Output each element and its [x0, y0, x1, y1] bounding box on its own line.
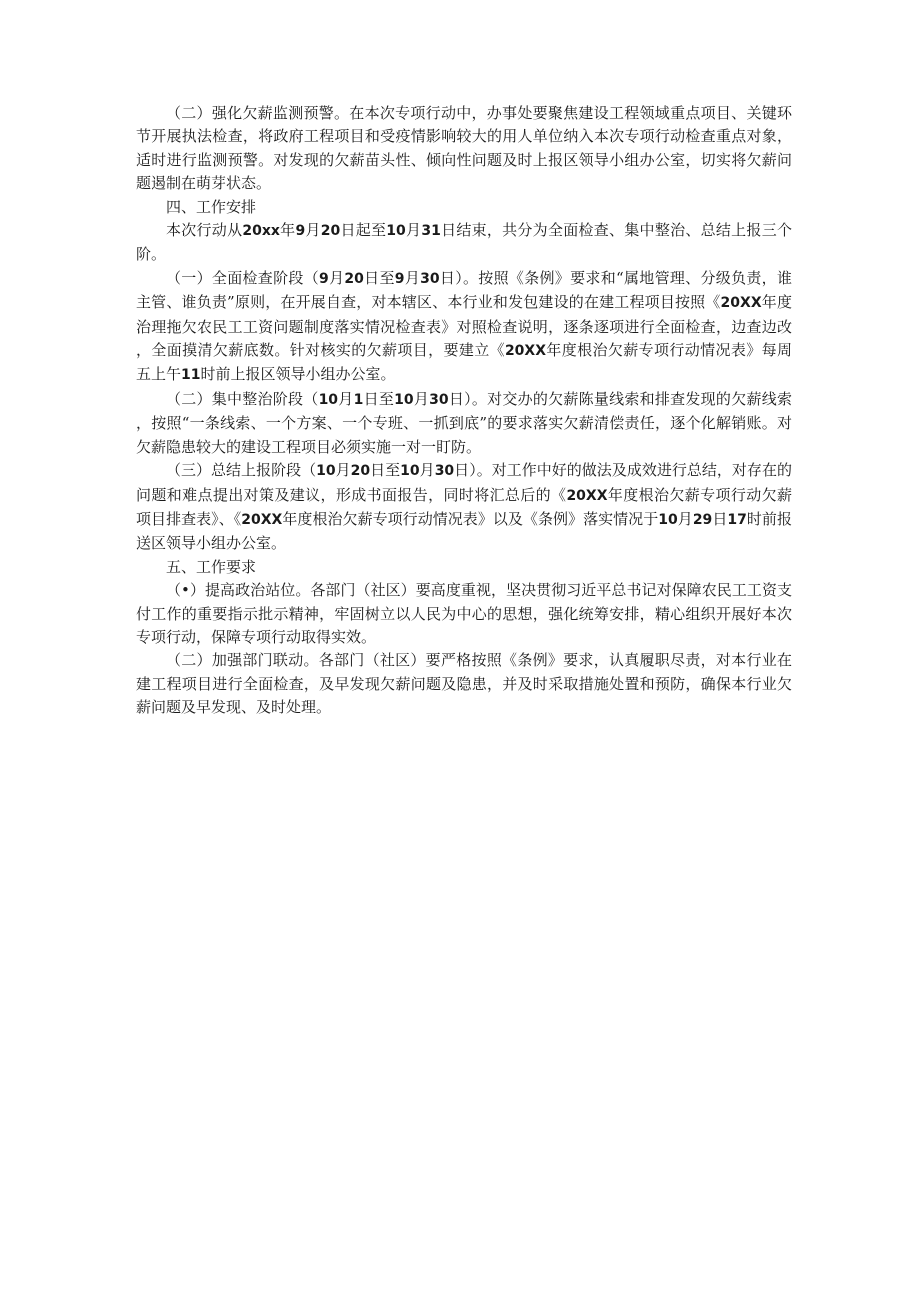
paragraph-summary-report-stage: （三）总结上报阶段（10月20日至10月30日）。对工作中好的做法及成效进行总结，对存在的问题和难点提出对策及建议，形成书面报告，同时将汇总后的《20XX年度根治欠薪专项行动欠薪项目排查表》、《20XX年度根治欠薪专项行动情况表》以及《条例》落实情况于10月29日17时前报送区领导小组办公室。 [136, 461, 792, 553]
document-body [136, 102, 792, 720]
section-heading-work-requirements: 五、工作要求 [166, 557, 257, 576]
paragraph-rectification-stage: （二）集中整治阶段（10月1日至10月30日）。对交办的欠薪陈量线索和排查发现的欠薪线索，按照“一条线索、一个方案、一个专班、一抓到底”的要求落实欠薪清偿责任，逐个化解销账。对欠薪隐患较大的建设工程项目必须实施一对一盯防。 [136, 389, 792, 456]
paragraph-political-standing: （•）提高政治站位。各部门（社区）要高度重视，坚决贯彻习近平总书记对保障农民工工资支付工作的重要指示批示精神，牢固树立以人民为中心的思想，强化统筹安排，精心组织开展好本次专项行动，保障专项行动取得实效。 [136, 581, 792, 646]
paragraph-monitoring-warning: （二）强化欠薪监测预警。在本次专项行动中，办事处要聚焦建设工程领域重点项目、关键环节开展执法检查，将政府工程项目和受疫情影响较大的用人单位纳入本次专项行动检查重点对象，适时进行监测预警。对发现的欠薪苗头性、倾向性问题及时上报区领导小组办公室，切实将欠薪问题遏制在萌芽状态。 [136, 104, 792, 193]
paragraph-full-inspection-stage: （一）全面检查阶段（9月20日至9月30日）。按照《条例》要求和“属地管理、分级负责，谁主管、谁负责”原则，在开展自查，对本辖区、本行业和发包建设的在建工程项目按照《20XX年度治理拖欠农民工工资问题制度落实情况检查表》对照检查说明，逐条逐项进行全面检查，边查边改，全面摸清欠薪底数。针对核实的欠薪项目，要建立《20XX年度根治欠薪专项行动情况表》每周五上午11时前上报区领导小组办公室。 [136, 268, 792, 384]
section-heading-work-arrangement: 四、工作安排 [166, 197, 257, 216]
paragraph-department-coordination: （二）加强部门联动。各部门（社区）要严格按照《条例》要求，认真履职尽责，对本行业在建工程项目进行全面检查，及早发现欠薪问题及隐患，并及时采取措施处置和预防，确保本行业欠薪问题及早发现、及时处理。 [136, 651, 792, 717]
paragraph-action-timeline: 本次行动从20xx年9月20日起至10月31日结束，共分为全面检查、集中整治、总结上报三个阶。 [136, 221, 792, 264]
